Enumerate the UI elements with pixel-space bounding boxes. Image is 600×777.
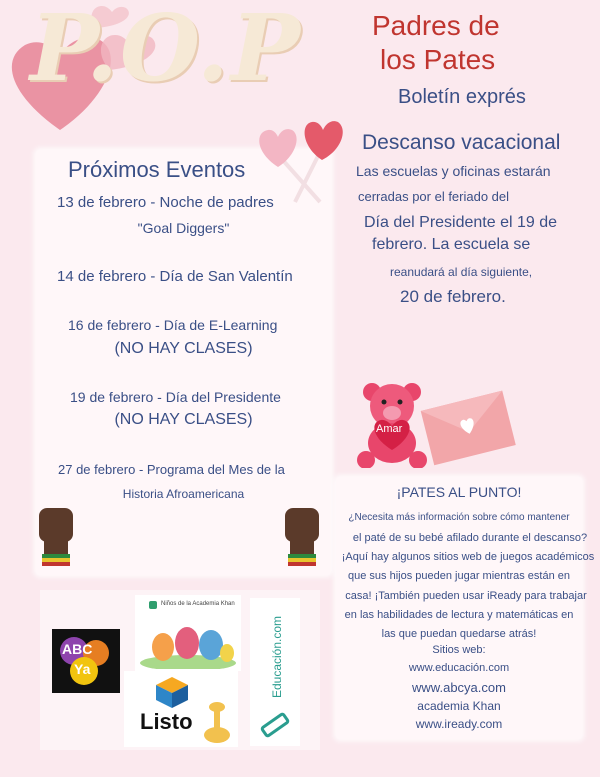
- events-heading: Próximos Eventos: [68, 157, 246, 182]
- event-3-line2: (NO HAY CLASES): [114, 340, 253, 357]
- raised-fist-icon: [278, 502, 328, 578]
- khan-characters-icon: [139, 613, 237, 669]
- site-abcya-link[interactable]: www.abcya.com: [412, 680, 506, 695]
- listo-cube-icon: [154, 675, 190, 709]
- pates-line1: ¿Necesita más información sobre cómo mantener: [348, 512, 570, 523]
- subtitle: Boletín exprés: [398, 86, 526, 108]
- giraffe-icon: [200, 701, 234, 745]
- abcya-line1: ABC: [62, 641, 93, 657]
- event-4-line1: 19 de febrero - Día del Presidente: [70, 389, 281, 405]
- event-1-line2: "Goal Diggers": [137, 220, 230, 236]
- event-2-line1: 14 de febrero - Día de San Valentín: [57, 268, 293, 285]
- listo-logo[interactable]: [124, 671, 238, 747]
- site-educacion-link[interactable]: www.educación.com: [408, 662, 510, 674]
- pates-line6: en las habilidades de lectura y matemáticas en: [344, 609, 574, 621]
- title-line1: Padres de: [372, 10, 500, 41]
- vacation-line5: reanudará al día siguiente,: [390, 265, 533, 279]
- educacion-logo[interactable]: [250, 598, 300, 746]
- vacation-line3: Día del Presidente el 19 de: [364, 214, 558, 231]
- khan-kids-text: Niños de la Academia Khan: [161, 601, 235, 607]
- event-5-line1: 27 de febrero - Programa del Mes de la: [58, 462, 285, 477]
- abcya-logo[interactable]: [52, 629, 120, 693]
- site-khan-link[interactable]: academia Khan: [417, 699, 501, 713]
- vacation-line1: Las escuelas y oficinas estarán: [356, 163, 551, 179]
- pates-line2: el paté de su bebé afilado durante el descanso?: [352, 532, 588, 544]
- pates-line7: las que puedan quedarse atrás!: [381, 628, 537, 640]
- title-line2: los Pates: [380, 44, 496, 75]
- pates-line5: casa! ¡También pueden usar iReady para trabajar: [345, 590, 587, 602]
- pates-line3: ¡Aquí hay algunos sitios web de juegos académicos: [341, 551, 595, 563]
- sites-label: Sitios web:: [432, 644, 486, 656]
- event-3-line1: 16 de febrero - Día de E-Learning: [68, 317, 278, 333]
- event-4-line2: (NO HAY CLASES): [114, 411, 253, 428]
- educacion-pencil-icon: [258, 710, 292, 740]
- vacation-line4: febrero. La escuela se: [372, 236, 531, 253]
- educacion-text: Educación.com: [270, 615, 284, 699]
- vacation-heading: Descanso vacacional: [362, 131, 561, 154]
- event-1-line1: 13 de febrero - Noche de padres: [57, 194, 274, 211]
- bear-heart-label: Amar: [376, 423, 403, 435]
- pates-heading: ¡PATES AL PUNTO!: [396, 484, 522, 500]
- khan-leaf-icon: [149, 601, 157, 609]
- envelope-icon: [418, 382, 518, 472]
- site-iready-link[interactable]: www.iready.com: [415, 717, 503, 731]
- vacation-line2: cerradas por el feriado del: [358, 189, 510, 204]
- abcya-line2: Ya: [74, 661, 91, 677]
- khan-kids-logo[interactable]: [135, 595, 241, 671]
- pates-line4: que sus hijos pueden jugar mientras están en: [348, 570, 570, 582]
- listo-text: Listo: [140, 709, 193, 734]
- pop-logo: P.O.P: [30, 0, 302, 102]
- lollipop-hearts-decoration: [250, 112, 350, 212]
- event-5-line2: Historia Afroamericana: [122, 487, 245, 501]
- raised-fist-icon: [32, 502, 82, 578]
- vacation-line6: 20 de febrero.: [400, 287, 506, 306]
